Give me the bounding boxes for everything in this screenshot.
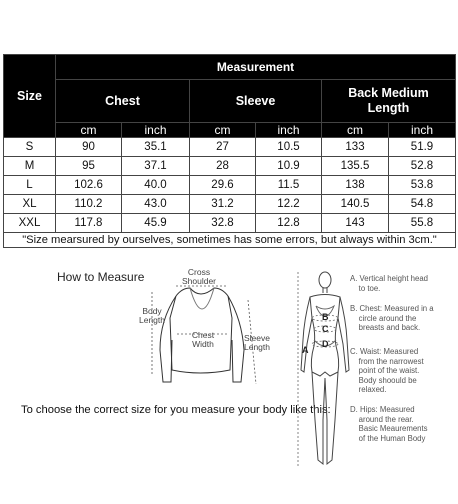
desc-line: A. Vertical height head bbox=[350, 274, 429, 283]
desc-b bbox=[350, 304, 455, 333]
size-cell: XXL bbox=[4, 214, 56, 233]
sleeve-length-line1: Sleeve bbox=[244, 333, 270, 343]
value-cell: 35.1 bbox=[122, 138, 190, 157]
value-cell: 90 bbox=[56, 138, 122, 157]
value-cell: 43.0 bbox=[122, 195, 190, 214]
value-cell: 110.2 bbox=[56, 195, 122, 214]
how-to-measure-title: How to Measure bbox=[57, 270, 145, 284]
desc-line: circle around the bbox=[350, 313, 417, 323]
measurement-header: Measurement bbox=[56, 55, 456, 80]
value-cell: 45.9 bbox=[122, 214, 190, 233]
unit-header: inch bbox=[256, 123, 322, 138]
value-cell: 29.6 bbox=[190, 176, 256, 195]
desc-a bbox=[350, 274, 455, 293]
sleeve-header: Sleeve bbox=[190, 80, 322, 123]
unit-header: cm bbox=[322, 123, 389, 138]
value-cell: 40.0 bbox=[122, 176, 190, 195]
value-cell: 95 bbox=[56, 157, 122, 176]
back-length-line2: Length bbox=[367, 101, 410, 115]
value-cell: 10.9 bbox=[256, 157, 322, 176]
value-cell: 12.2 bbox=[256, 195, 322, 214]
desc-line: Body shoould be bbox=[350, 375, 417, 385]
chest-width-line2: Width bbox=[192, 339, 214, 349]
value-cell: 52.8 bbox=[389, 157, 456, 176]
value-cell: 54.8 bbox=[389, 195, 456, 214]
desc-line: B. Chest: Measured in a bbox=[350, 304, 434, 313]
value-cell: 133 bbox=[322, 138, 389, 157]
value-cell: 143 bbox=[322, 214, 389, 233]
chest-header: Chest bbox=[56, 80, 190, 123]
value-cell: 140.5 bbox=[322, 195, 389, 214]
value-cell: 53.8 bbox=[389, 176, 456, 195]
cross-shoulder-line1: Cross bbox=[187, 267, 211, 277]
value-cell: 11.5 bbox=[256, 176, 322, 195]
desc-c bbox=[350, 347, 455, 395]
unit-header: cm bbox=[56, 123, 122, 138]
size-header: Size bbox=[4, 55, 56, 138]
desc-line: breasts and back. bbox=[350, 323, 421, 332]
desc-line: D. Hips: Measured bbox=[350, 405, 415, 414]
size-cell: XL bbox=[4, 195, 56, 214]
body-length-line1: Body bbox=[142, 306, 162, 316]
value-cell: 135.5 bbox=[322, 157, 389, 176]
marker-c: C bbox=[322, 324, 329, 334]
value-cell: 28 bbox=[190, 157, 256, 176]
value-cell: 117.8 bbox=[56, 214, 122, 233]
value-cell: 37.1 bbox=[122, 157, 190, 176]
desc-line: point of the waist. bbox=[350, 366, 420, 375]
unit-header: inch bbox=[122, 123, 190, 138]
value-cell: 10.5 bbox=[256, 138, 322, 157]
desc-line: Basic Meaurements bbox=[350, 424, 428, 433]
marker-d: D bbox=[322, 339, 329, 349]
chest-width-line1: Chest bbox=[191, 330, 215, 340]
cross-shoulder-line2: Shoulder bbox=[181, 276, 217, 286]
value-cell: 27 bbox=[190, 138, 256, 157]
value-cell: 32.8 bbox=[190, 214, 256, 233]
desc-line: from the narrowest bbox=[350, 356, 424, 366]
sleeve-length-line2: Length bbox=[244, 342, 270, 352]
desc-line: around the rear. bbox=[350, 414, 414, 424]
desc-line: of the Human Body bbox=[350, 433, 426, 443]
marker-b: B bbox=[322, 312, 329, 322]
value-cell: 31.2 bbox=[190, 195, 256, 214]
back-length-line1: Back Medium bbox=[348, 86, 429, 100]
value-cell: 138 bbox=[322, 176, 389, 195]
value-cell: 102.6 bbox=[56, 176, 122, 195]
marker-a: A bbox=[302, 345, 309, 355]
size-cell: M bbox=[4, 157, 56, 176]
desc-line: C. Waist: Measured bbox=[350, 347, 419, 356]
value-cell: 55.8 bbox=[389, 214, 456, 233]
size-cell: S bbox=[4, 138, 56, 157]
desc-line: relaxed. bbox=[350, 385, 387, 394]
desc-line: to toe. bbox=[350, 283, 381, 293]
value-cell: 12.8 bbox=[256, 214, 322, 233]
size-cell: L bbox=[4, 176, 56, 195]
size-note: "Size mearsured by ourselves, sometimes has some errors, but always within 3cm." bbox=[4, 233, 456, 248]
unit-header: inch bbox=[389, 123, 456, 138]
choose-size-instruction: To choose the correct size for you measure your body like this: bbox=[21, 404, 331, 416]
unit-header: cm bbox=[190, 123, 256, 138]
desc-d bbox=[350, 405, 455, 443]
value-cell: 51.9 bbox=[389, 138, 456, 157]
body-length-line2: Length bbox=[139, 315, 165, 325]
